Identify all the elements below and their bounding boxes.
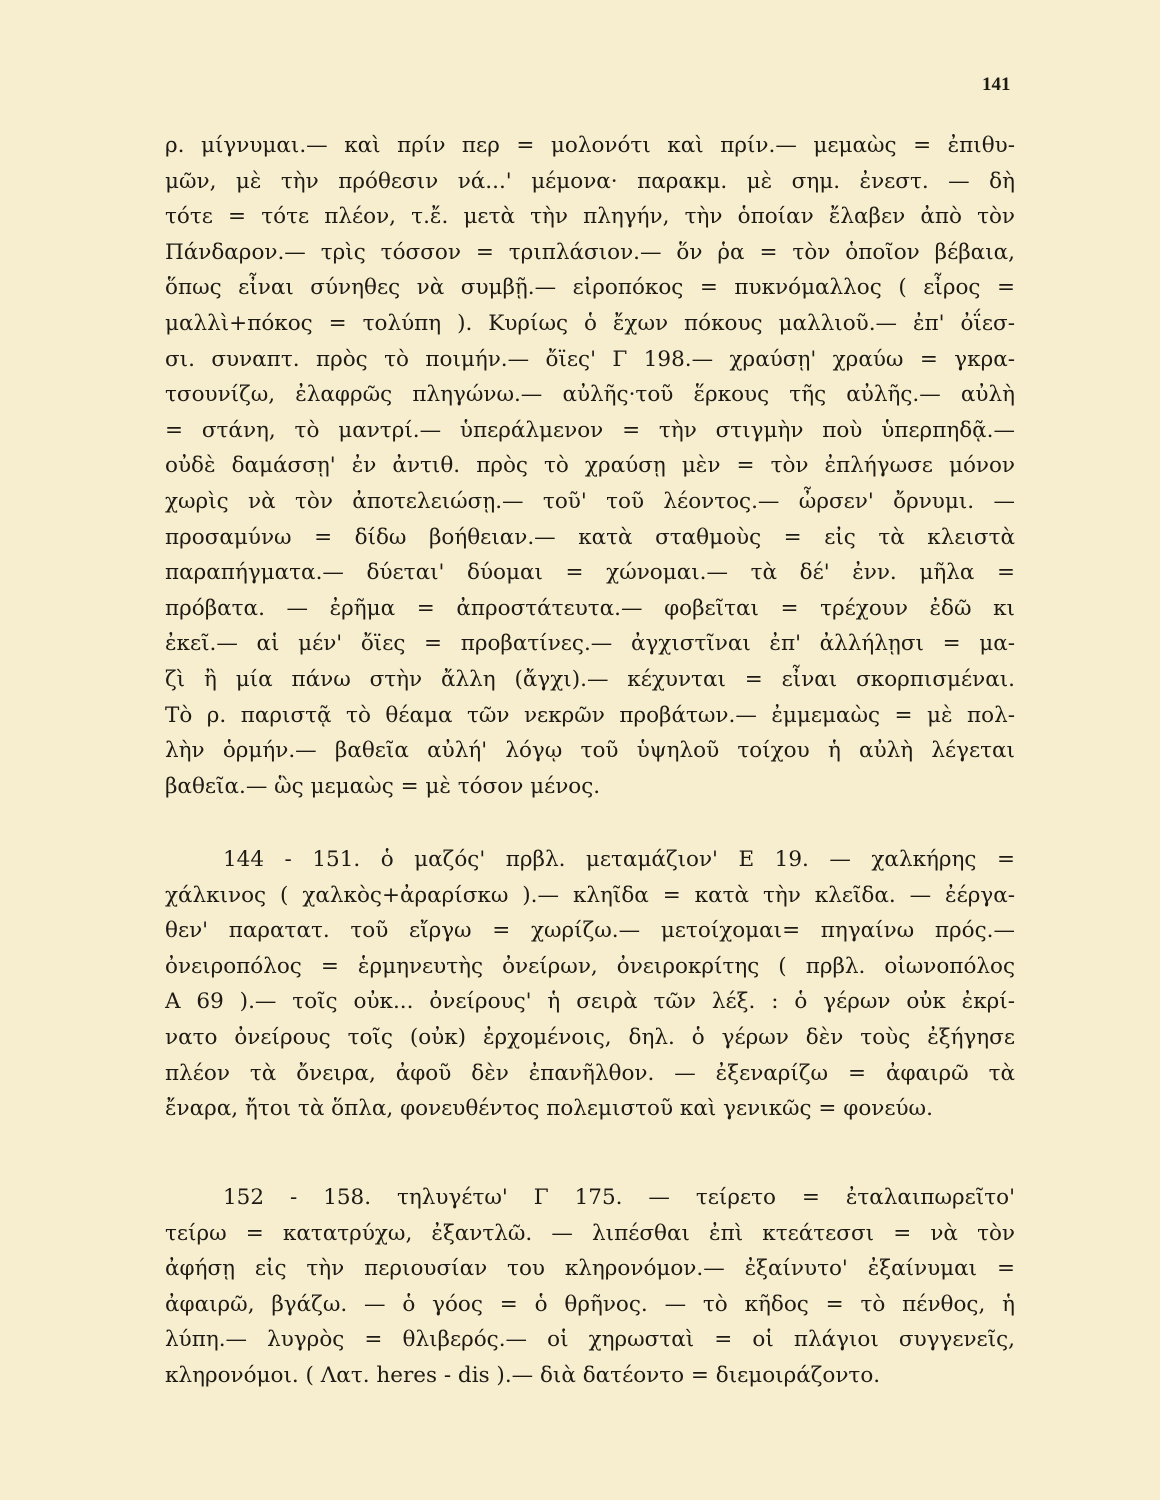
text-line: θεν' παρατατ. τοῦ εἴργω = χωρίζω.— μετοίχομαι= πηγαίνω πρός.— [165,918,1015,944]
commentary-section-144-151 [165,842,1015,1127]
text-line: λύπη.— λυγρὸς = θλιβερός.— οἱ χηρωσταὶ = οἱ πλάγιοι συγγενεῖς, [165,1327,1015,1353]
text-line: πλέον τὰ ὄνειρα, ἀφοῦ δὲν ἐπανῆλθον. — ἐξεναρίζω = ἀφαιρῶ τὰ [165,1060,1015,1086]
commentary-section-1 [165,128,1015,804]
text-line: ζὶ ἢ μία πάνω στὴν ἄλλη (ἄγχι).— κέχυνται = εἶναι σκορπισμέναι. [165,666,1015,692]
text-line: μαλλὶ+πόκος = τολύπη ). Κυρίως ὁ ἔχων πόκους μαλλιοῦ.— ἐπ' ὀΐεσ- [165,310,1015,336]
section-heading-line: 144 - 151. ὁ μαζός' πρβλ. μεταμάζιον' Ε 19. — χαλκήρης = [223,847,1015,872]
text-line: τείρω = κατατρύχω, ἐξαντλῶ. — λιπέσθαι ἐπὶ κτεάτεσσι = νὰ τὸν [165,1220,1015,1246]
commentary-section-152-158 [165,1180,1015,1394]
text-line: σι. συναπτ. πρὸς τὸ ποιμήν.— ὄϊες' Γ 198.— χραύσῃ' χραύω = γκρα- [165,346,1015,372]
text-line: τότε = τότε πλέον, τ.ἔ. μετὰ τὴν πληγήν, τὴν ὁποίαν ἔλαβεν ἀπὸ τὸν [165,204,1015,230]
text-line: ἀφήσῃ εἰς τὴν περιουσίαν του κληρονόμον.— ἐξαίνυτο' ἐξαίνυμαι = [165,1256,1015,1282]
text-line: χάλκινος ( χαλκὸς+ἀραρίσκω ).— κληῖδα = κατὰ τὴν κλεῖδα. — ἐέργα- [165,882,1015,908]
text-line: ἐκεῖ.— αἱ μέν' ὄϊες = προβατίνες.— ἀγχιστῖναι ἐπ' ἀλλήλῃσι = μα- [165,631,1015,657]
text-line: οὐδὲ δαμάσσῃ' ἐν ἀντιθ. πρὸς τὸ χραύσῃ μὲν = τὸν ἐπλήγωσε μόνον [165,453,1015,479]
text-line: πρόβατα. — ἐρῆμα = ἀπροστάτευτα.— φοβεῖται = τρέχουν ἐδῶ κι [165,595,1015,621]
text-line: νατο ὀνείρους τοῖς (οὐκ) ἐρχομένοις, δηλ. ὁ γέρων δὲν τοὺς ἐξήγησε [165,1024,1015,1050]
text-line: ὀνειροπόλος = ἑρμηνευτὴς ὀνείρων, ὀνειροκρίτης ( πρβλ. οἰωνοπόλος [165,953,1015,979]
page-number: 141 [982,74,1011,95]
text-line: τσουνίζω, ἐλαφρῶς πληγώνω.— αὐλῆς·τοῦ ἕρκους τῆς αὐλῆς.— αὐλὴ [165,382,1015,408]
text-line: = στάνη, τὸ μαντρί.— ὑπεράλμενον = τὴν στιγμὴν ποὺ ὑπερπηδᾷ.— [165,417,1015,443]
text-line: Πάνδαρον.— τρὶς τόσσον = τριπλάσιον.— ὅν ῥα = τὸν ὁποῖον βέβαια, [165,239,1015,265]
text-line: ἀφαιρῶ, βγάζω. — ὁ γόος = ὁ θρῆνος. — τὸ κῆδος = τὸ πένθος, ἡ [165,1291,1015,1317]
text-line: Τὸ ρ. παριστᾷ τὸ θέαμα τῶν νεκρῶν προβάτων.— ἐμμεμαὼς = μὲ πολ- [165,702,1015,728]
text-line: λὴν ὁρμήν.— βαθεῖα αὐλή' λόγῳ τοῦ ὑψηλοῦ τοίχου ἡ αὐλὴ λέγεται [165,738,1015,764]
text-line: ὅπως εἶναι σύνηθες νὰ συμβῇ.— εἰροπόκος = πυκνόμαλλος ( εἶρος = [165,275,1015,301]
text-line: χωρὶς νὰ τὸν ἀποτελειώσῃ.— τοῦ' τοῦ λέοντος.— ὦρσεν' ὄρνυμι. — [165,488,1015,514]
text-line: Α 69 ).— τοῖς οὐκ... ὀνείρους' ἡ σειρὰ τῶν λέξ. : ὁ γέρων οὐκ ἐκρί- [165,989,1015,1015]
text-line: ἔναρα, ἤτοι τὰ ὅπλα, φονευθέντος πολεμιστοῦ καὶ γενικῶς = φονεύω. [165,1096,933,1122]
text-line: κληρονόμοι. ( Λατ. heres - dis ).— διὰ δατέοντο = διεμοιράζοντο. [165,1362,881,1388]
text-line: παραπήγματα.— δύεται' δύομαι = χώνομαι.— τὰ δέ' ἐνν. μῆλα = [165,560,1015,586]
text-line: ρ. μίγνυμαι.— καὶ πρίν περ = μολονότι καὶ πρίν.— μεμαὼς = ἐπιθυ- [165,133,1015,158]
section-heading-line: 152 - 158. τηλυγέτω' Γ 175. — τείρετο = ἐταλαιπωρεῖτο' [223,1185,1015,1210]
text-line: βαθεῖα.— ὣς μεμαὼς = μὲ τόσον μένος. [165,773,601,799]
text-line: μῶν, μὲ τὴν πρόθεσιν νά...' μέμονα· παρακμ. μὲ σημ. ἐνεστ. — δὴ [165,168,1015,194]
text-line: προσαμύνω = δίδω βοήθειαν.— κατὰ σταθμοὺς = εἰς τὰ κλειστὰ [165,524,1015,550]
